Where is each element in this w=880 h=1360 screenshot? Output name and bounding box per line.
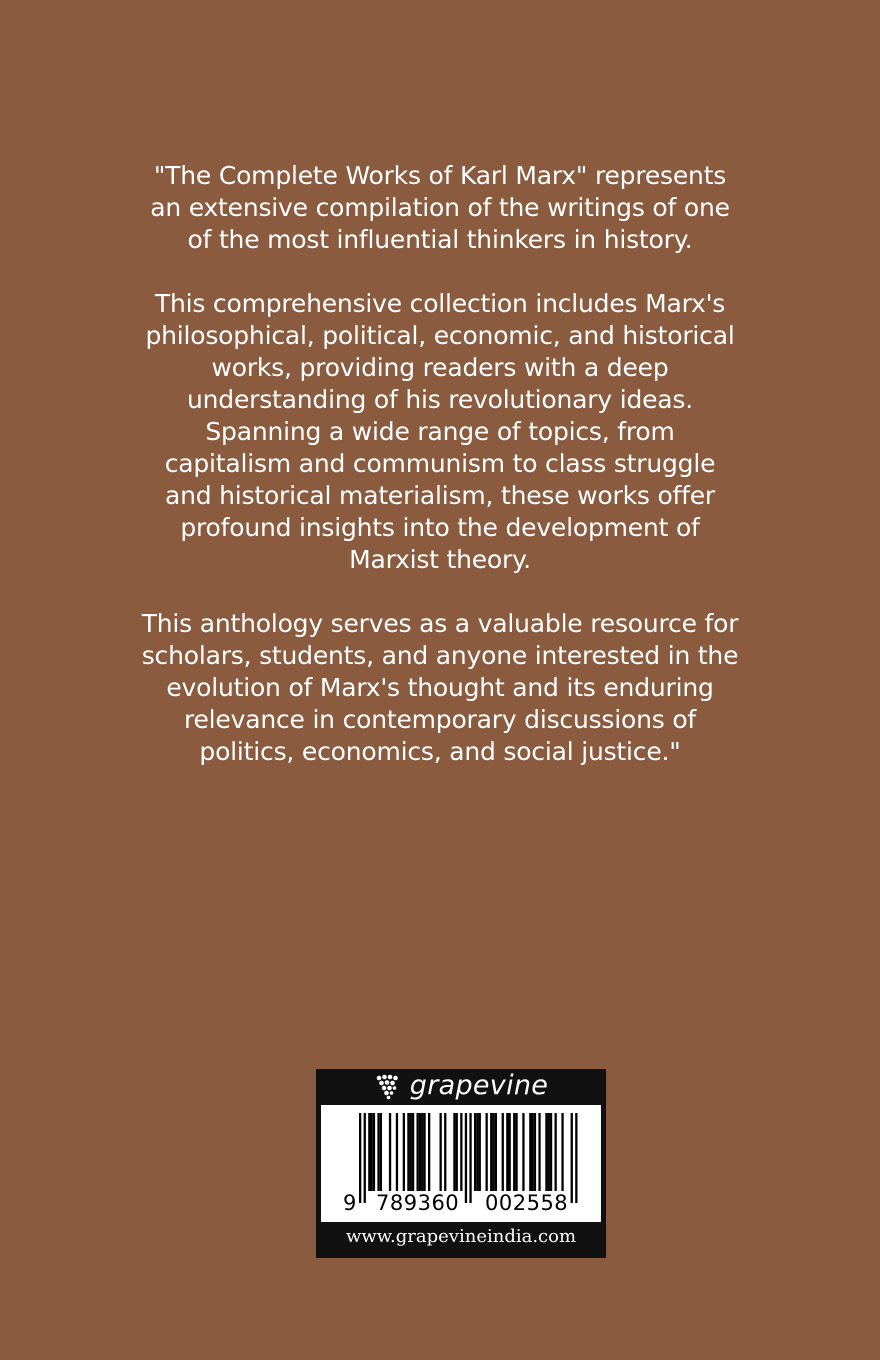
back-cover-blurb <box>140 160 740 768</box>
barcode-bar <box>538 1113 540 1191</box>
barcode-bar <box>561 1113 563 1191</box>
barcode-bar <box>419 1113 421 1191</box>
barcode-bar <box>380 1113 382 1191</box>
blurb-paragraph-3: This anthology serves as a valuable resource for scholars, students, and anyone interested in the evolution of Marx's thought and its enduring relevance in contemporary discussions of politics, economics, and social justice." <box>141 609 739 766</box>
publisher-name: grapevine <box>409 1070 549 1101</box>
isbn-barcode <box>321 1105 601 1222</box>
barcode-bar <box>545 1113 547 1191</box>
isbn-lead-digit: 9 <box>343 1191 357 1215</box>
barcode-guard-bar <box>575 1113 577 1203</box>
barcode-bar <box>407 1113 409 1191</box>
barcode-bar <box>417 1113 419 1191</box>
publisher-logo-row <box>316 1069 606 1103</box>
barcode-bar <box>444 1113 446 1191</box>
barcode-bar <box>555 1113 557 1191</box>
barcode-bar <box>492 1113 494 1191</box>
barcode-bar <box>502 1113 504 1191</box>
barcode-bar <box>515 1113 517 1191</box>
barcode-bar <box>412 1113 414 1191</box>
barcode-bar <box>506 1113 508 1191</box>
barcode-bar <box>476 1113 478 1191</box>
barcode-bar <box>373 1113 375 1191</box>
grape-cluster-icon <box>374 1072 402 1100</box>
barcode-panel <box>316 1069 606 1258</box>
isbn-number <box>321 1191 601 1217</box>
publisher-url: www.grapevineindia.com <box>345 1226 577 1247</box>
barcode-bar <box>456 1113 458 1191</box>
barcode-bar <box>550 1113 552 1191</box>
blurb-paragraph-1: "The Complete Works of Karl Marx" represents an extensive compilation of the writings of one of the most influential thinkers in history. <box>150 161 730 254</box>
barcode-guard-bar <box>469 1113 471 1203</box>
barcode-bar <box>513 1113 515 1191</box>
barcode-bar <box>428 1113 430 1191</box>
barcode-bar <box>532 1113 534 1191</box>
isbn-right-group: 002558 <box>485 1191 569 1215</box>
barcode-bar <box>486 1113 488 1191</box>
barcode-guard-bar <box>465 1113 467 1203</box>
barcode-bar <box>368 1113 370 1191</box>
barcode-bar <box>548 1113 550 1191</box>
barcode-bar <box>371 1113 373 1191</box>
barcode-bar <box>389 1113 391 1191</box>
barcode-bar <box>440 1113 442 1191</box>
barcode-bar <box>474 1113 476 1191</box>
barcode-bar <box>460 1113 462 1191</box>
barcode-guard-bar <box>359 1113 361 1203</box>
barcode-bar <box>495 1113 497 1191</box>
barcode-bar <box>403 1113 405 1191</box>
barcode-bar <box>377 1113 379 1191</box>
barcode-bar <box>490 1113 492 1191</box>
barcode-bar <box>522 1113 524 1191</box>
barcode-bar <box>479 1113 481 1191</box>
barcode-bar <box>529 1113 531 1191</box>
isbn-left-group: 789360 <box>376 1191 460 1215</box>
barcode-bar <box>396 1113 398 1191</box>
barcode-guard-bar <box>364 1113 366 1203</box>
barcode-bar <box>509 1113 511 1191</box>
barcode-bar <box>453 1113 455 1191</box>
blurb-paragraph-2: This comprehensive collection includes Marx's philosophical, political, economic, and historical works, providing readers with a deep understanding of his revolutionary ideas. Spanning a wide range of topics, from capitalism and communism to class struggle and historical materialism, these works offer profound insights into the development of Marxist theory. <box>145 289 735 574</box>
barcode-bar <box>534 1113 536 1191</box>
barcode-bar <box>421 1113 423 1191</box>
barcode-bar <box>410 1113 412 1191</box>
barcode-bar <box>423 1113 425 1191</box>
barcode-guard-bar <box>571 1113 573 1203</box>
